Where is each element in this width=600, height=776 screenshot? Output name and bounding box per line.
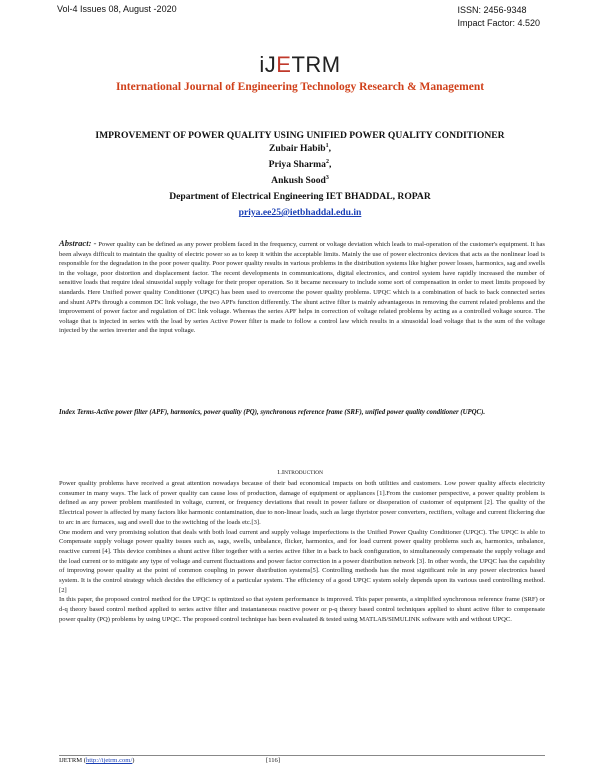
footer-journal: IJETRM (http://ijetrm.com/) — [59, 757, 135, 764]
paragraph: In this paper, the proposed control method for the UPQC is optimized so that system performance is improved. This paper presents, a simplified synchronous reference frame (SRF) or d-q theory based control method applied to series active filter and instantaneous reactive power or p-q theory based control techniques applied to shunt active filter to compensate power quality (PQ) problems by using UPQC. The proposed control technique has been evaluated & tested using MATLAB/SIMULINK software with and without UPQC. — [59, 596, 545, 623]
abstract-text: Power quality can be defined as any power problem faced in the frequency, current or voltage deviation which leads to mal-operation of the customer's equipment. It has been always difficult to maintain the quality of electric power so as to keep it within the acceptable limits. Mainly the use of power electronics devices that acts as the nonlinear load is responsible for the degradation in the poor power quality. Poor power quality results in various problems in the distribution systems like higher power losses, harmonics, sag and swells in the voltage, poor distortion and displacement factor. The recent developments in communications, digital electronics, and control system have rapidly increased the number of sensitive loads that require ideal sinusoidal supply voltage for their proper operation. So it became necessary to include some sort of compensation in order to meet limits proposed by standards. Here Unified power quality Conditioner (UPQC) has been used to overcome the power quality problems. UPQC which is a combination of back to back connected series and shunt APFs through a common DC link voltage, the two APFs function differently. The shunt active filter is mainly advantageous in removing the current related problems and the improvement of power factor and regulation of DC link voltage. Whereas the series APF helps in correction of voltage related problems by acting as a controlled voltage source. The voltage that is injected in series with the load by series Active Power filter is made to follow a control law which results in a sinusoidal load voltage that is the sum of the voltage injected by the series inverter and the input voltage. — [59, 241, 545, 335]
paper-title: IMPROVEMENT OF POWER QUALITY USING UNIFIED POWER QUALITY CONDITIONER — [95, 130, 505, 141]
author-3: Ankush Sood$^3$ — [271, 175, 329, 187]
department: Department of Electrical Engineering IET BHADDAL, ROPAR — [169, 191, 431, 202]
abstract — [59, 239, 545, 336]
paragraph: One modern and very promising solution that deals with both load current and supply voltage imperfections is the Unified Power Quality Conditioner (UPQC). The UPQC is able to Compensate supply voltage power quality issues such as, sags, swells, unbalance, flicker, harmonics, and for load current power quality problems such as, harmonics, unbalance, reactive current [4]. This device combines a shunt active filter together with a series active filter in a back to back configuration, to simultaneously compensate the supply voltage and the load current or to mitigate any type of voltage and current fluctuations and power factor correction in a power distribution network [3]. In other words, the UPQC has the capability of improving power quality at the point of common coupling in power distribution systems[5]. Controlling methods has the most significant role in any power electronics based system. It is the control strategy which decides the efficiency of a particular system. The efficiency of a good UPQC system solely depends upon its various used controlling method.[2] — [59, 528, 545, 594]
impact-factor: Impact Factor: 4.520 — [457, 18, 540, 28]
index-terms: Index Terms-Active power filter (APF), harmonics, power quality (PQ), synchronous reference frame (SRF), unified power quality conditioner (UPQC). — [59, 409, 486, 416]
page-number: [116] — [266, 757, 281, 764]
section-heading: 1.INTRODUCTION — [276, 469, 324, 476]
author-2: Priya Sharma$^2$, — [268, 159, 332, 171]
author-email-link[interactable]: priya.ee25@ietbhaddal.edu.in — [238, 207, 362, 218]
issn: ISSN: 2456-9348 — [457, 5, 527, 15]
journal-name: International Journal of Engineering Technology Research & Management — [115, 81, 485, 93]
paragraph: Power quality problems have received a great attention nowadays because of their bad economical impacts on both utilities and customers. Low power quality affects electricity consumer in many ways. The lack of power quality can cause loss of production, damage of equipment or appliances [1].From the customer perspective, a power quality problem is defined as any power problem manifested in voltage, current, or frequency deviations that result in power failure or disoperation of customer of equipment [2]. The quality of the Electrical power is affected by many factors like harmonic contamination, due to non-linear loads, such as large thyristor power converters, rectifiers, voltage and current flickering due to arc in arc furnaces, sag and swell due to the switching of the loads etc.[3]. — [59, 480, 545, 526]
volume-issue: Vol-4 Issues 08, August -2020 — [57, 4, 177, 14]
journal-logo: iJETRM — [259, 52, 341, 77]
introduction-body — [59, 479, 545, 625]
author-1: Zubair Habib$^1$, — [268, 143, 332, 155]
footer-rule — [59, 755, 545, 756]
abstract-label: Abstract: - — [59, 238, 97, 248]
issn-block — [457, 4, 540, 30]
journal-url-link[interactable]: http://ijetrm.com/ — [85, 757, 133, 764]
